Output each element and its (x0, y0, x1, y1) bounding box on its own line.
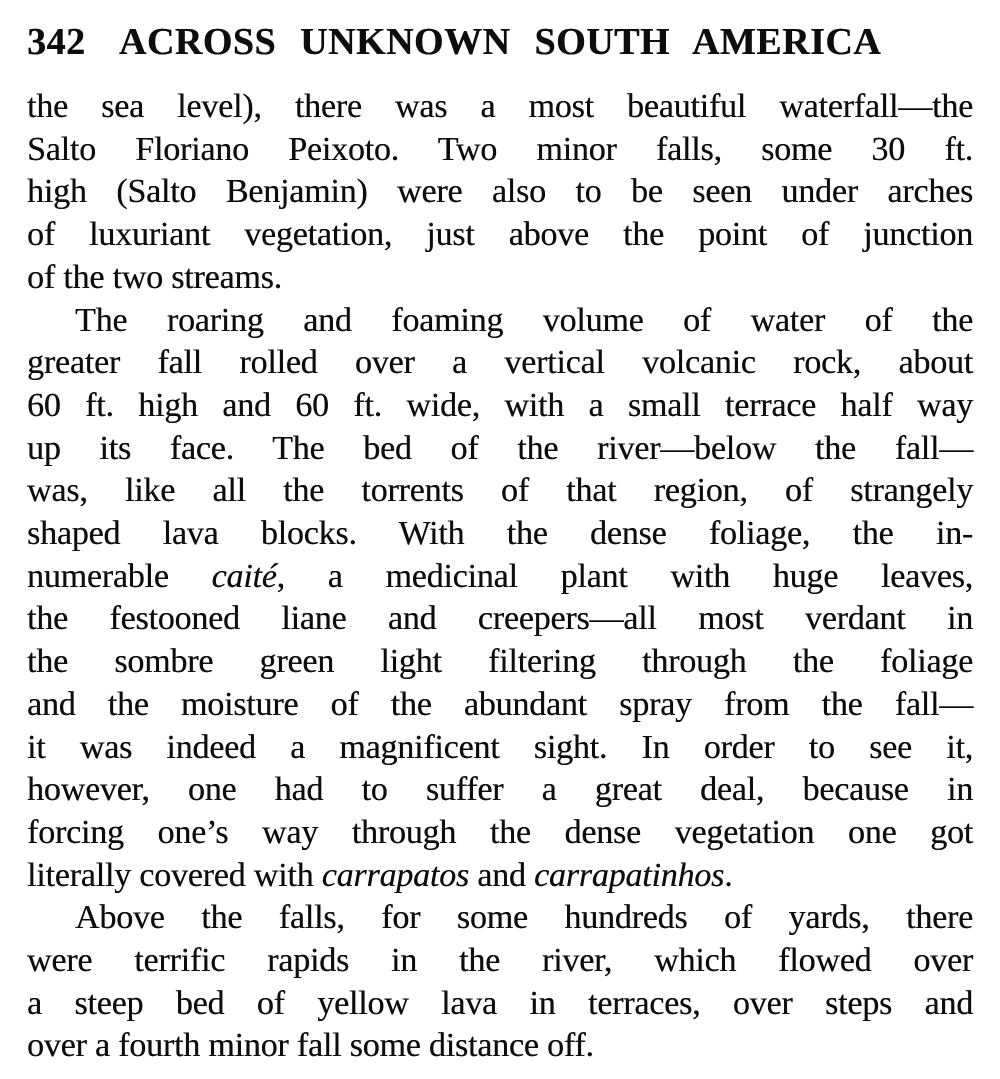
text-line: forcing one’s way through the dense vegetation one got (27, 813, 973, 851)
text-line: greater fall rolled over a vertical volcanic rock, about (27, 344, 973, 382)
text-line: Above the falls, for some hundreds of yards, there (75, 899, 973, 937)
text-line: of the two streams. (27, 258, 282, 296)
text-line: high (Salto Benjamin) were also to be seen under arches (27, 173, 973, 211)
text-line: The roaring and foaming volume of water of the (75, 301, 973, 339)
page-body (27, 86, 973, 1068)
page-number: 342 (27, 21, 86, 63)
text-line: 60 ft. high and 60 ft. wide, with a small terrace half way (27, 386, 973, 424)
text-line: literally covered with carrapatos and carrapatinhos. (27, 856, 733, 894)
text-line: over a fourth minor fall some distance off. (27, 1027, 594, 1065)
text-line: Salto Floriano Peixoto. Two minor falls, some 30 ft. (27, 130, 973, 168)
paragraph (27, 86, 973, 300)
text-line: however, one had to suffer a great deal, because in (27, 771, 973, 809)
paragraph (27, 897, 973, 1068)
text-line: and the moisture of the abundant spray from the fall— (27, 685, 973, 723)
text-line: a steep bed of yellow lava in terraces, over steps and (27, 984, 973, 1022)
text-line: it was indeed a magnificent sight. In order to see it, (27, 728, 973, 766)
text-line: the sombre green light filtering through the foliage (27, 643, 973, 681)
text-line: numerable caité, a medicinal plant with huge leaves, (27, 557, 973, 595)
running-title: ACROSS UNKNOWN SOUTH AMERICA (118, 21, 882, 63)
paragraph (27, 300, 973, 898)
text-line: shaped lava blocks. With the dense foliage, the in- (27, 515, 973, 553)
text-line: the sea level), there was a most beautiful waterfall—the (27, 88, 973, 125)
text-line: of luxuriant vegetation, just above the point of junction (27, 216, 973, 254)
text-line: up its face. The bed of the river—below the fall— (27, 429, 973, 467)
running-header (0, 22, 1000, 62)
text-line: the festooned liane and creepers—all most verdant in (27, 600, 973, 638)
text-line: were terrific rapids in the river, which flowed over (27, 942, 973, 980)
text-line: was, like all the torrents of that region, of strangely (27, 472, 973, 510)
